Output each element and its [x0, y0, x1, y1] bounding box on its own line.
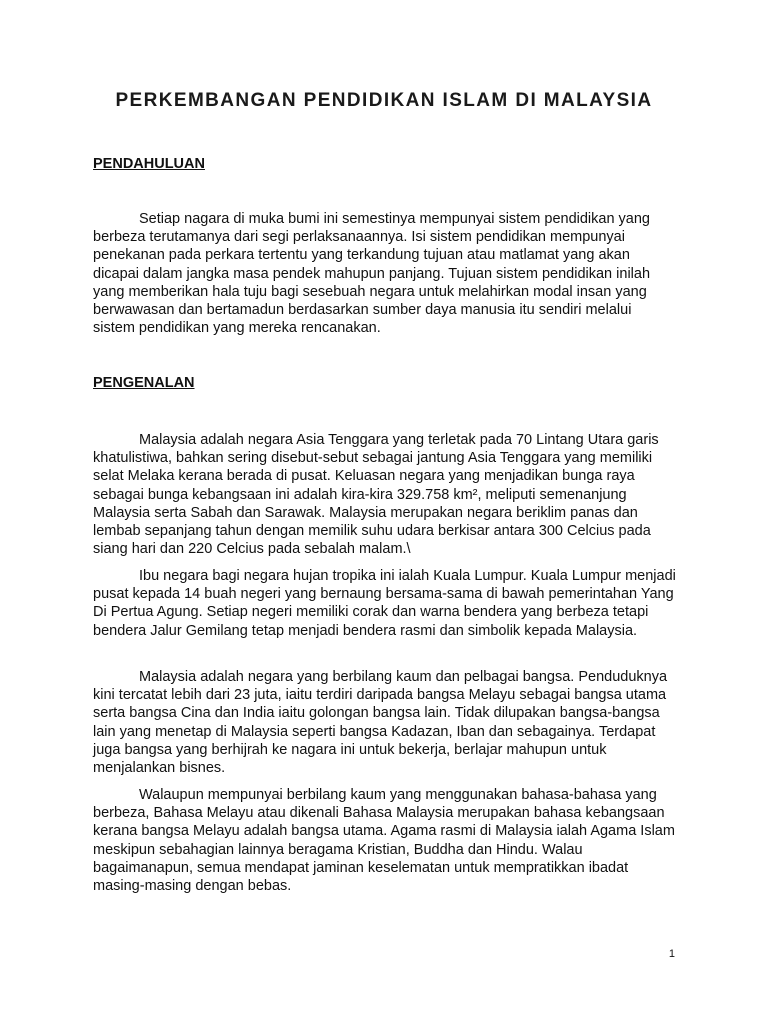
paragraph-pengenalan-3: Malaysia adalah negara yang berbilang kaum dan pelbagai bangsa. Penduduknya kini tercatat lebih dari 23 juta, iaitu terdiri daripada bangsa Melayu sebagai bangsa utama serta bangsa Cina dan India iaitu golongan bangsa lain. Tidak dilupakan bangsa-bangsa lain yang menetap di Malaysia seperti bangsa Kadazan, Iban dan sebagainya. Terdapat juga bangsa yang berhijrah ke nagara ini untuk bekerja, berlajar mahupun untuk menjalankan bisnes.	[93, 669, 668, 777]
paragraph-pendahuluan-1: Setiap nagara di muka bumi ini semestinya mempunyai sistem pendidikan yang berbeza terutamanya dari segi perlaksanaannya. Isi sistem pendidikan mempunyai penekanan pada perkara tertentu yang terkandung tujuan atau matlamat yang akan dicapai dalam jangka masa pendek mahupun panjang. Tujuan sistem pendidikan inilah yang memberikan hala tuju bagi sesebuah negara untuk melahirkan modal insan yang berwawasan dan bertamadun berdasarkan sumber daya manusia itu sendiri melalui sistem pendidikan yang mereka rencanakan.	[93, 211, 651, 337]
paragraph-pengenalan-4: Walaupun mempunyai berbilang kaum yang menggunakan bahasa-bahasa yang berbeza, Bahasa Melayu atau dikenali Bahasa Malaysia merupakan bahasa kebangsaan kerana bangsa Melayu adalah bangsa utama. Agama rasmi di Malaysia ialah Agama Islam meskipun sebahagian lainnya beragama Kristian, Buddha dan Hindu. Walau bagaimanapun, semua mendapat jaminan keselematan untuk mempratikkan ibadat masing-masing dengan bebas.	[93, 787, 675, 895]
document-title: PERKEMBANGAN PENDIDIKAN ISLAM DI MALAYSIA	[115, 90, 653, 111]
page-number: 1	[668, 948, 675, 960]
section-heading-pendahuluan: PENDAHULUAN	[93, 156, 205, 172]
paragraph-pengenalan-2: Ibu negara bagi negara hujan tropika ini ialah Kuala Lumpur. Kuala Lumpur menjadi pusat kepada 14 buah negeri yang bernaung bersama-sama di bawah pemerintahan Yang Di Pertua Agung. Setiap negeri memiliki corak dan warna bendera yang berbeza tetapi bendera Jalur Gemilang tetap menjadi bendera rasmi dan simbolik kepada Malaysia.	[93, 568, 676, 639]
section-heading-pengenalan: PENGENALAN	[93, 375, 195, 391]
paragraph-pengenalan-1: Malaysia adalah negara Asia Tenggara yang terletak pada 70 Lintang Utara garis khatulistiwa, bahkan sering disebut-sebut sebagai jantung Asia Tenggara yang memiliki selat Melaka kerana berada di pusat. Keluasan negara yang menjadikan bunga raya sebagai bunga kebangsaan ini adalah kira-kira 329.758 km², meliputi semenanjung Malaysia serta Sabah dan Sarawak. Malaysia merupakan negara beriklim panas dan lembab sepanjang tahun dengan memilik suhu udara berkisar antara 300 Celcius pada siang hari dan 220 Celcius pada sebalah malam.\	[93, 432, 659, 558]
